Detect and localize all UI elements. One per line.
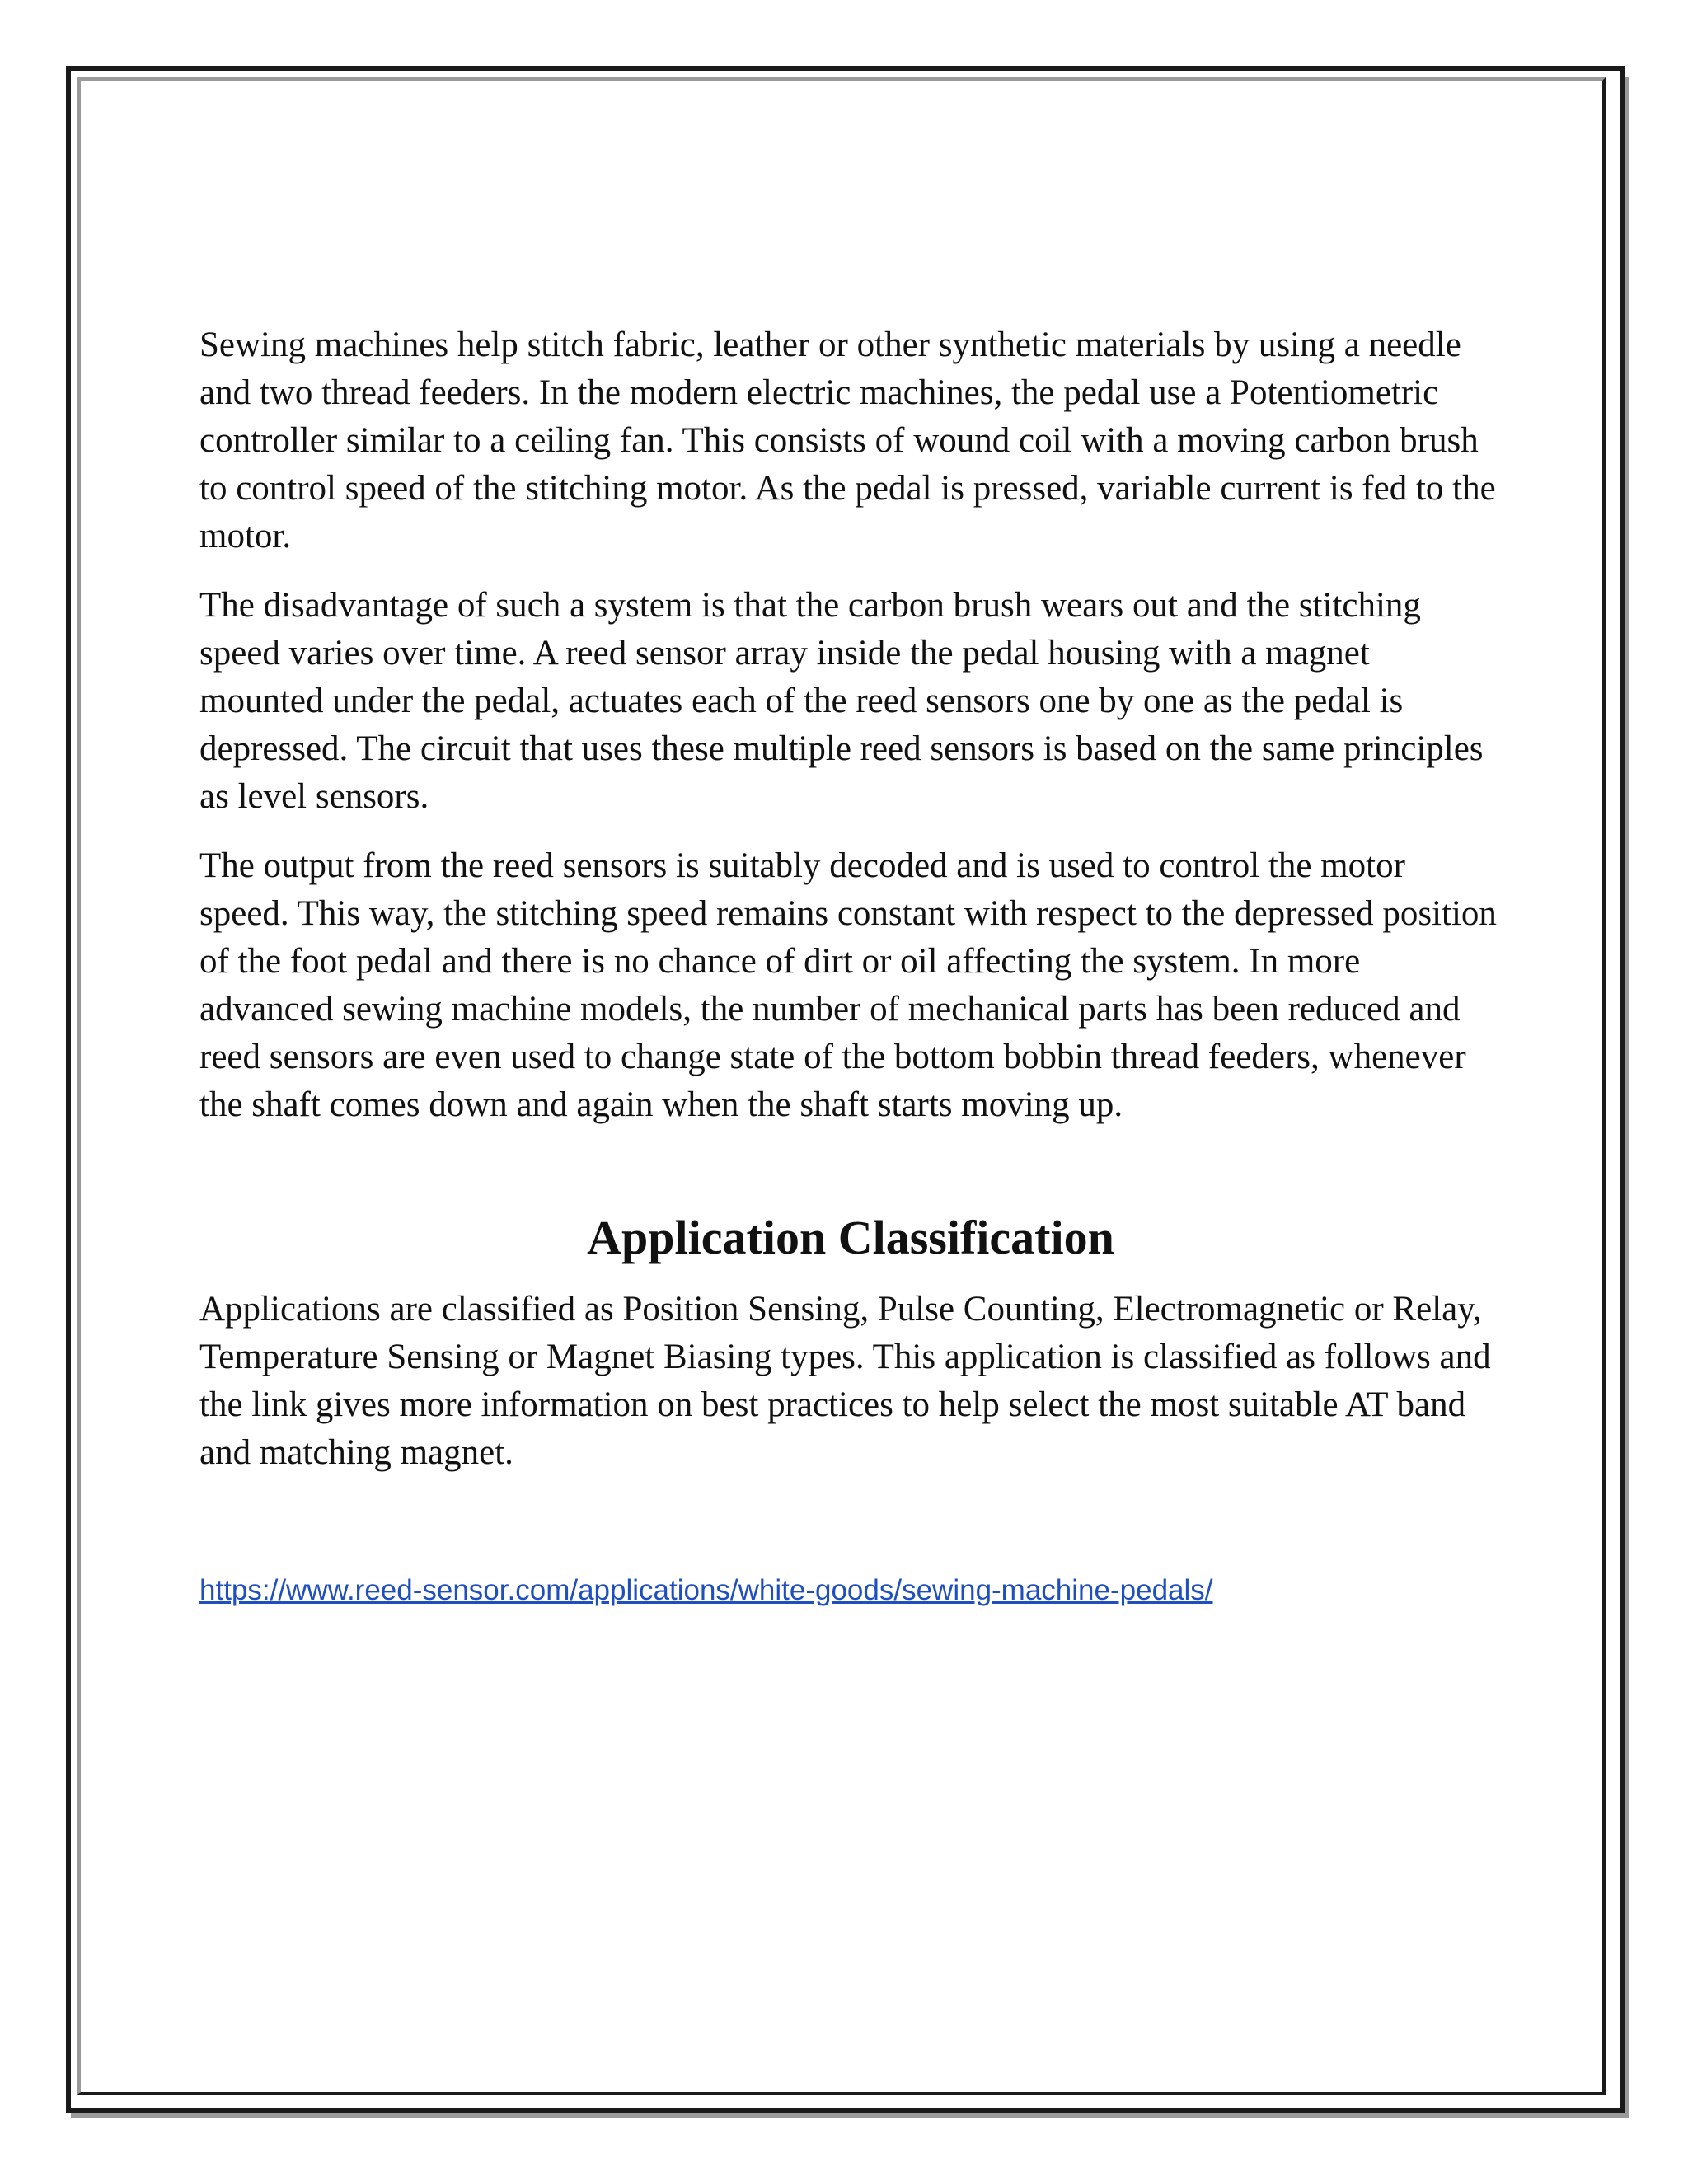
section-heading: Application Classification xyxy=(587,1211,1114,1264)
document-body xyxy=(199,321,1502,1607)
paragraph-output: The output from the reed sensors is suitably decoded and is used to control the motor speed. This way, the stitching speed remains constant with respect to the depressed position of the foot pedal and there is no chance of dirt or oil affecting the system. In more advanced sewing machine models, the number of mechanical parts has been reduced and reed sensors are even used to change state of the bottom bobbin thread feeders, whenever the shaft comes down and again when the shaft starts moving up. xyxy=(199,846,1497,1124)
paragraph-intro: Sewing machines help stitch fabric, leather or other synthetic materials by using a needle and two thread feeders. In the modern electric machines, the pedal use a Potentiometric controller similar to a ceiling fan. This consists of wound coil with a moving carbon brush to control speed of the stitching motor. As the pedal is pressed, variable current is fed to the motor. xyxy=(199,326,1496,555)
reference-link[interactable]: https://www.reed-sensor.com/applications/white-goods/sewing-machine-pedals/ xyxy=(199,1574,1213,1606)
paragraph-classification: Applications are classified as Position Sensing, Pulse Counting, Electromagnetic or Relay, Temperature Sensing or Magnet Biasing types. This application is classified as follows and the link gives more information on best practices to help select the most suitable AT band and matching magnet. xyxy=(199,1290,1491,1472)
paragraph-disadvantage: The disadvantage of such a system is that the carbon brush wears out and the stitching speed varies over time. A reed sensor array inside the pedal housing with a magnet mounted under the pedal, actuates each of the reed sensors one by one as the pedal is depressed. The circuit that uses these multiple reed sensors is based on the same principles as level sensors. xyxy=(199,586,1484,816)
